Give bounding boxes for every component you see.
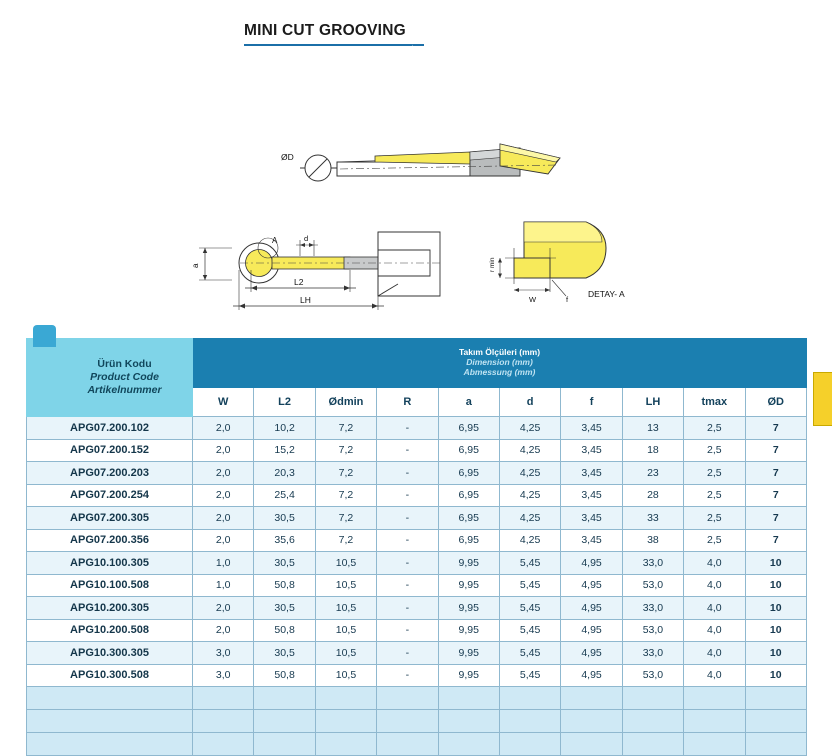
cell-d: 10	[745, 642, 806, 665]
cell-lh: 53,0	[622, 664, 683, 687]
cell-l2: 50,8	[254, 664, 315, 687]
drawing-side-view	[191, 232, 440, 310]
dimension-header-de: Abmessung (mm)	[463, 366, 536, 377]
dimension-header-en: Dimension (mm)	[466, 357, 533, 368]
cell-d: 7	[745, 529, 806, 552]
cell-w: 2,0	[193, 529, 254, 552]
cell-l2: 25,4	[254, 484, 315, 507]
cell-r: -	[377, 552, 438, 575]
cell-tmax: 2,5	[684, 507, 745, 530]
table-body	[27, 417, 807, 756]
cell-dmin: 7,2	[315, 417, 376, 440]
code-header-en: Product Code	[90, 370, 159, 383]
cell-tmax: 2,5	[684, 484, 745, 507]
cell-w: 3,0	[193, 664, 254, 687]
cell-f: 3,45	[561, 439, 622, 462]
cell-l2: 30,5	[254, 642, 315, 665]
cell-product-code: APG07.200.203	[27, 462, 193, 485]
header-diagonal-accent	[412, 0, 472, 46]
cell-f: 3,45	[561, 484, 622, 507]
table-row	[27, 417, 807, 440]
cell-product-code: APG07.200.305	[27, 507, 193, 530]
filler-cell	[745, 710, 806, 733]
svg-text:d: d	[304, 234, 309, 243]
cell-r: -	[377, 507, 438, 530]
cell-w: 2,0	[193, 619, 254, 642]
cell-dmin: 7,2	[315, 462, 376, 485]
filler-cell	[254, 733, 315, 756]
cell-tmax: 4,0	[684, 597, 745, 620]
code-header-de: Artikelnummer	[87, 384, 162, 397]
cell-dmin: 7,2	[315, 439, 376, 462]
cell-dmin: 10,5	[315, 552, 376, 575]
cell-lh: 33,0	[622, 552, 683, 575]
svg-text:W: W	[529, 295, 537, 304]
cell-l2: 30,5	[254, 597, 315, 620]
cell-w: 1,0	[193, 574, 254, 597]
cell-tmax: 2,5	[684, 529, 745, 552]
column-header-a: a	[438, 388, 499, 417]
filler-cell	[27, 733, 193, 756]
cell-dmin: 7,2	[315, 507, 376, 530]
table-row	[27, 552, 807, 575]
cell-d: 4,25	[499, 439, 560, 462]
cell-r: -	[377, 619, 438, 642]
cell-dmin: 10,5	[315, 619, 376, 642]
filler-cell	[561, 733, 622, 756]
cell-dmin: 7,2	[315, 484, 376, 507]
dimension-header	[193, 339, 807, 388]
cell-tmax: 4,0	[684, 574, 745, 597]
svg-text:ØD: ØD	[281, 152, 294, 162]
column-header-lh: LH	[622, 388, 683, 417]
filler-cell	[684, 710, 745, 733]
cell-product-code: APG07.200.102	[27, 417, 193, 440]
cell-lh: 23	[622, 462, 683, 485]
technical-drawing	[0, 52, 832, 324]
cell-product-code: APG10.200.508	[27, 619, 193, 642]
cell-lh: 13	[622, 417, 683, 440]
code-header-tr: Ürün Kodu	[97, 357, 152, 370]
table-filler-row	[27, 710, 807, 733]
corner-tab-icon	[33, 325, 56, 347]
column-header-d: ØD	[745, 388, 806, 417]
cell-f: 4,95	[561, 574, 622, 597]
cell-a: 9,95	[438, 664, 499, 687]
cell-d: 7	[745, 417, 806, 440]
cell-f: 4,95	[561, 552, 622, 575]
cell-f: 4,95	[561, 642, 622, 665]
cell-w: 2,0	[193, 462, 254, 485]
filler-cell	[684, 733, 745, 756]
cell-d: 7	[745, 484, 806, 507]
cell-d: 10	[745, 574, 806, 597]
page-title: MINI CUT GROOVING	[244, 22, 406, 39]
cell-f: 4,95	[561, 664, 622, 687]
cell-a: 6,95	[438, 507, 499, 530]
cell-a: 6,95	[438, 439, 499, 462]
cell-d: 5,45	[499, 597, 560, 620]
cell-d: 7	[745, 462, 806, 485]
column-header-w: W	[193, 388, 254, 417]
product-code-header	[27, 339, 193, 417]
table-row	[27, 642, 807, 665]
cell-a: 9,95	[438, 574, 499, 597]
filler-cell	[499, 710, 560, 733]
filler-cell	[499, 687, 560, 710]
cell-d: 4,25	[499, 529, 560, 552]
page-side-tab	[813, 372, 832, 426]
column-header-f: f	[561, 388, 622, 417]
cell-d: 4,25	[499, 462, 560, 485]
cell-a: 6,95	[438, 462, 499, 485]
cell-tmax: 4,0	[684, 552, 745, 575]
svg-text:LH: LH	[300, 295, 311, 305]
table-row	[27, 597, 807, 620]
cell-d: 4,25	[499, 484, 560, 507]
cell-r: -	[377, 439, 438, 462]
cell-d: 5,45	[499, 574, 560, 597]
cell-l2: 50,8	[254, 574, 315, 597]
cell-a: 9,95	[438, 552, 499, 575]
table-filler-row	[27, 687, 807, 710]
cell-w: 3,0	[193, 642, 254, 665]
cell-product-code: APG10.100.508	[27, 574, 193, 597]
cell-tmax: 4,0	[684, 664, 745, 687]
cell-f: 4,95	[561, 597, 622, 620]
column-header-dmin: Ødmin	[315, 388, 376, 417]
cell-w: 2,0	[193, 507, 254, 530]
filler-cell	[622, 733, 683, 756]
cell-l2: 30,5	[254, 507, 315, 530]
cell-f: 3,45	[561, 462, 622, 485]
table-row	[27, 619, 807, 642]
cell-dmin: 10,5	[315, 597, 376, 620]
filler-cell	[438, 687, 499, 710]
cell-a: 9,95	[438, 642, 499, 665]
cell-a: 9,95	[438, 619, 499, 642]
filler-cell	[745, 687, 806, 710]
table-filler-row	[27, 733, 807, 756]
filler-cell	[377, 687, 438, 710]
cell-tmax: 2,5	[684, 417, 745, 440]
filler-cell	[377, 733, 438, 756]
filler-cell	[193, 710, 254, 733]
cell-l2: 20,3	[254, 462, 315, 485]
filler-cell	[561, 710, 622, 733]
svg-text:r min: r min	[489, 257, 496, 272]
filler-cell	[315, 687, 376, 710]
filler-cell	[622, 687, 683, 710]
cell-dmin: 10,5	[315, 574, 376, 597]
cell-tmax: 4,0	[684, 619, 745, 642]
table-header-band	[27, 339, 807, 388]
cell-product-code: APG07.200.152	[27, 439, 193, 462]
drawing-top-view	[281, 144, 560, 181]
cell-d: 4,25	[499, 507, 560, 530]
cell-d: 7	[745, 507, 806, 530]
cell-d: 5,45	[499, 642, 560, 665]
table-row	[27, 529, 807, 552]
cell-d: 7	[745, 439, 806, 462]
cell-lh: 28	[622, 484, 683, 507]
cell-d: 4,25	[499, 417, 560, 440]
filler-cell	[438, 733, 499, 756]
cell-a: 6,95	[438, 484, 499, 507]
svg-text:A: A	[272, 236, 278, 245]
filler-cell	[254, 710, 315, 733]
svg-text:L2: L2	[294, 277, 304, 287]
column-header-l2: L2	[254, 388, 315, 417]
filler-cell	[561, 687, 622, 710]
cell-d: 10	[745, 597, 806, 620]
cell-lh: 53,0	[622, 619, 683, 642]
cell-r: -	[377, 597, 438, 620]
cell-d: 5,45	[499, 664, 560, 687]
filler-cell	[27, 710, 193, 733]
dimension-header-tr: Takım Ölçüleri (mm)	[458, 347, 541, 358]
table-row	[27, 484, 807, 507]
cell-tmax: 2,5	[684, 462, 745, 485]
filler-cell	[684, 687, 745, 710]
table-row	[27, 462, 807, 485]
filler-cell	[745, 733, 806, 756]
header-underline	[244, 44, 424, 46]
svg-text:a: a	[191, 263, 200, 268]
cell-a: 6,95	[438, 417, 499, 440]
cell-l2: 10,2	[254, 417, 315, 440]
svg-text:f: f	[566, 295, 569, 304]
cell-r: -	[377, 484, 438, 507]
filler-cell	[193, 733, 254, 756]
cell-dmin: 7,2	[315, 529, 376, 552]
cell-dmin: 10,5	[315, 664, 376, 687]
cell-lh: 18	[622, 439, 683, 462]
cell-product-code: APG07.200.356	[27, 529, 193, 552]
cell-r: -	[377, 642, 438, 665]
column-header-r: R	[377, 388, 438, 417]
cell-w: 2,0	[193, 597, 254, 620]
cell-lh: 38	[622, 529, 683, 552]
spec-table	[26, 338, 807, 756]
cell-l2: 30,5	[254, 552, 315, 575]
cell-r: -	[377, 417, 438, 440]
cell-product-code: APG10.100.305	[27, 552, 193, 575]
svg-text:DETAY- A: DETAY- A	[588, 289, 625, 299]
cell-w: 2,0	[193, 439, 254, 462]
column-header-d: d	[499, 388, 560, 417]
cell-w: 2,0	[193, 484, 254, 507]
table-row	[27, 439, 807, 462]
cell-dmin: 10,5	[315, 642, 376, 665]
page-header	[0, 0, 832, 52]
cell-l2: 15,2	[254, 439, 315, 462]
cell-r: -	[377, 574, 438, 597]
cell-r: -	[377, 664, 438, 687]
cell-f: 3,45	[561, 529, 622, 552]
cell-w: 1,0	[193, 552, 254, 575]
filler-cell	[438, 710, 499, 733]
cell-lh: 33,0	[622, 642, 683, 665]
cell-f: 4,95	[561, 619, 622, 642]
cell-r: -	[377, 529, 438, 552]
cell-d: 10	[745, 619, 806, 642]
filler-cell	[377, 710, 438, 733]
spec-table-wrapper	[26, 338, 807, 756]
cell-lh: 33,0	[622, 597, 683, 620]
cell-d: 5,45	[499, 552, 560, 575]
cell-product-code: APG07.200.254	[27, 484, 193, 507]
filler-cell	[27, 687, 193, 710]
cell-lh: 33	[622, 507, 683, 530]
drawing-detail-a	[489, 222, 625, 304]
table-row	[27, 507, 807, 530]
cell-f: 3,45	[561, 417, 622, 440]
filler-cell	[499, 733, 560, 756]
cell-a: 6,95	[438, 529, 499, 552]
cell-d: 10	[745, 664, 806, 687]
filler-cell	[315, 733, 376, 756]
cell-a: 9,95	[438, 597, 499, 620]
cell-l2: 50,8	[254, 619, 315, 642]
cell-w: 2,0	[193, 417, 254, 440]
filler-cell	[315, 710, 376, 733]
cell-product-code: APG10.300.305	[27, 642, 193, 665]
table-row	[27, 664, 807, 687]
cell-l2: 35,6	[254, 529, 315, 552]
cell-tmax: 2,5	[684, 439, 745, 462]
cell-product-code: APG10.200.305	[27, 597, 193, 620]
filler-cell	[254, 687, 315, 710]
cell-lh: 53,0	[622, 574, 683, 597]
column-header-tmax: tmax	[684, 388, 745, 417]
filler-cell	[193, 687, 254, 710]
table-row	[27, 574, 807, 597]
filler-cell	[622, 710, 683, 733]
cell-r: -	[377, 462, 438, 485]
cell-f: 3,45	[561, 507, 622, 530]
cell-d: 10	[745, 552, 806, 575]
cell-tmax: 4,0	[684, 642, 745, 665]
cell-product-code: APG10.300.508	[27, 664, 193, 687]
cell-d: 5,45	[499, 619, 560, 642]
